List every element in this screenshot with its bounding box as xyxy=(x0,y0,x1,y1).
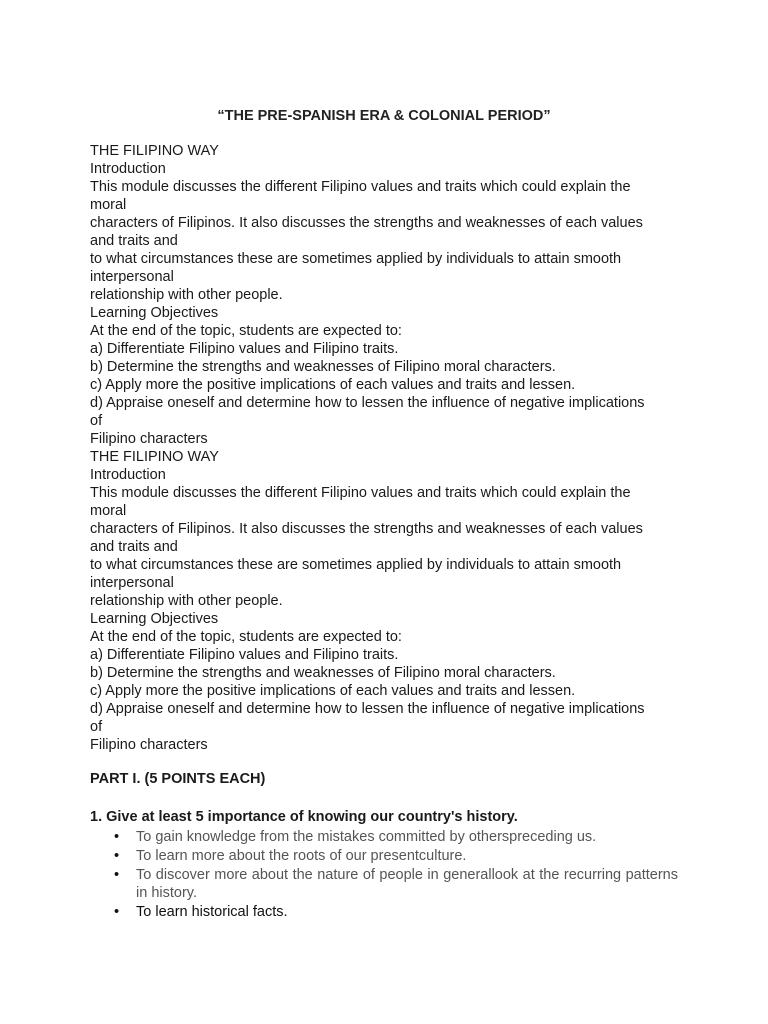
body-line: THE FILIPINO WAY xyxy=(90,143,219,159)
body-line: Introduction xyxy=(90,467,166,483)
body-line: At the end of the topic, students are expected to: xyxy=(90,629,402,645)
list-item xyxy=(114,866,678,902)
body-line: d) Appraise oneself and determine how to lessen the influence of negative implications xyxy=(90,701,645,717)
body-line: a) Differentiate Filipino values and Filipino traits. xyxy=(90,647,399,663)
body-line: b) Determine the strengths and weaknesses of Filipino moral characters. xyxy=(90,359,556,375)
body-line: This module discusses the different Filipino values and traits which could explain the xyxy=(90,485,631,501)
body-line: to what circumstances these are sometimes applied by individuals to attain smooth xyxy=(90,251,622,267)
body-line: d) Appraise oneself and determine how to lessen the influence of negative implications xyxy=(90,395,645,411)
body-line: and traits and xyxy=(90,233,178,249)
body-line: c) Apply more the positive implications of each values and traits and lessen. xyxy=(90,377,576,393)
list-item-text: To gain knowledge from the mistakes committed by otherspreceding us. xyxy=(136,829,597,845)
body-line: THE FILIPINO WAY xyxy=(90,449,219,465)
body-line: interpersonal xyxy=(90,269,174,285)
question-heading: 1. Give at least 5 importance of knowing our country's history. xyxy=(90,809,518,825)
part-heading: PART I. (5 POINTS EACH) xyxy=(90,771,266,787)
list-item-text: To learn more about the roots of our presentculture. xyxy=(136,848,467,864)
list-item-text: To discover more about the nature of people in generallook at the recurring patterns in history. xyxy=(136,867,678,901)
bullet-icon: • xyxy=(114,829,120,845)
body-line: relationship with other people. xyxy=(90,287,283,303)
body-line: This module discusses the different Filipino values and traits which could explain the xyxy=(90,179,631,195)
list-item xyxy=(114,847,678,865)
body-line: moral xyxy=(90,197,127,213)
list-item xyxy=(114,828,678,846)
answer-list xyxy=(90,828,678,921)
body-line: characters of Filipinos. It also discusses the strengths and weaknesses of each values xyxy=(90,215,643,231)
bullet-icon: • xyxy=(114,904,120,920)
body-line: interpersonal xyxy=(90,575,174,591)
body-line: of xyxy=(90,719,103,735)
body-line: Filipino characters xyxy=(90,737,208,753)
body-line: a) Differentiate Filipino values and Filipino traits. xyxy=(90,341,399,357)
body-line: relationship with other people. xyxy=(90,593,283,609)
body-line: b) Determine the strengths and weaknesses of Filipino moral characters. xyxy=(90,665,556,681)
document-title: “THE PRE-SPANISH ERA & COLONIAL PERIOD” xyxy=(217,108,551,124)
body-line: At the end of the topic, students are expected to: xyxy=(90,323,402,339)
body-line: of xyxy=(90,413,103,429)
bullet-icon: • xyxy=(114,867,120,883)
body-line: and traits and xyxy=(90,539,178,555)
bullet-icon: • xyxy=(114,848,120,864)
body-line: Introduction xyxy=(90,161,166,177)
body-line: Learning Objectives xyxy=(90,611,219,627)
body-line: to what circumstances these are sometimes applied by individuals to attain smooth xyxy=(90,557,622,573)
list-item-text: To learn historical facts. xyxy=(136,904,288,920)
body-line: Learning Objectives xyxy=(90,305,219,321)
body-text xyxy=(90,142,678,754)
body-line: characters of Filipinos. It also discusses the strengths and weaknesses of each values xyxy=(90,521,643,537)
body-line: c) Apply more the positive implications of each values and traits and lessen. xyxy=(90,683,576,699)
body-line: Filipino characters xyxy=(90,431,208,447)
list-item xyxy=(114,903,678,921)
body-line: moral xyxy=(90,503,127,519)
